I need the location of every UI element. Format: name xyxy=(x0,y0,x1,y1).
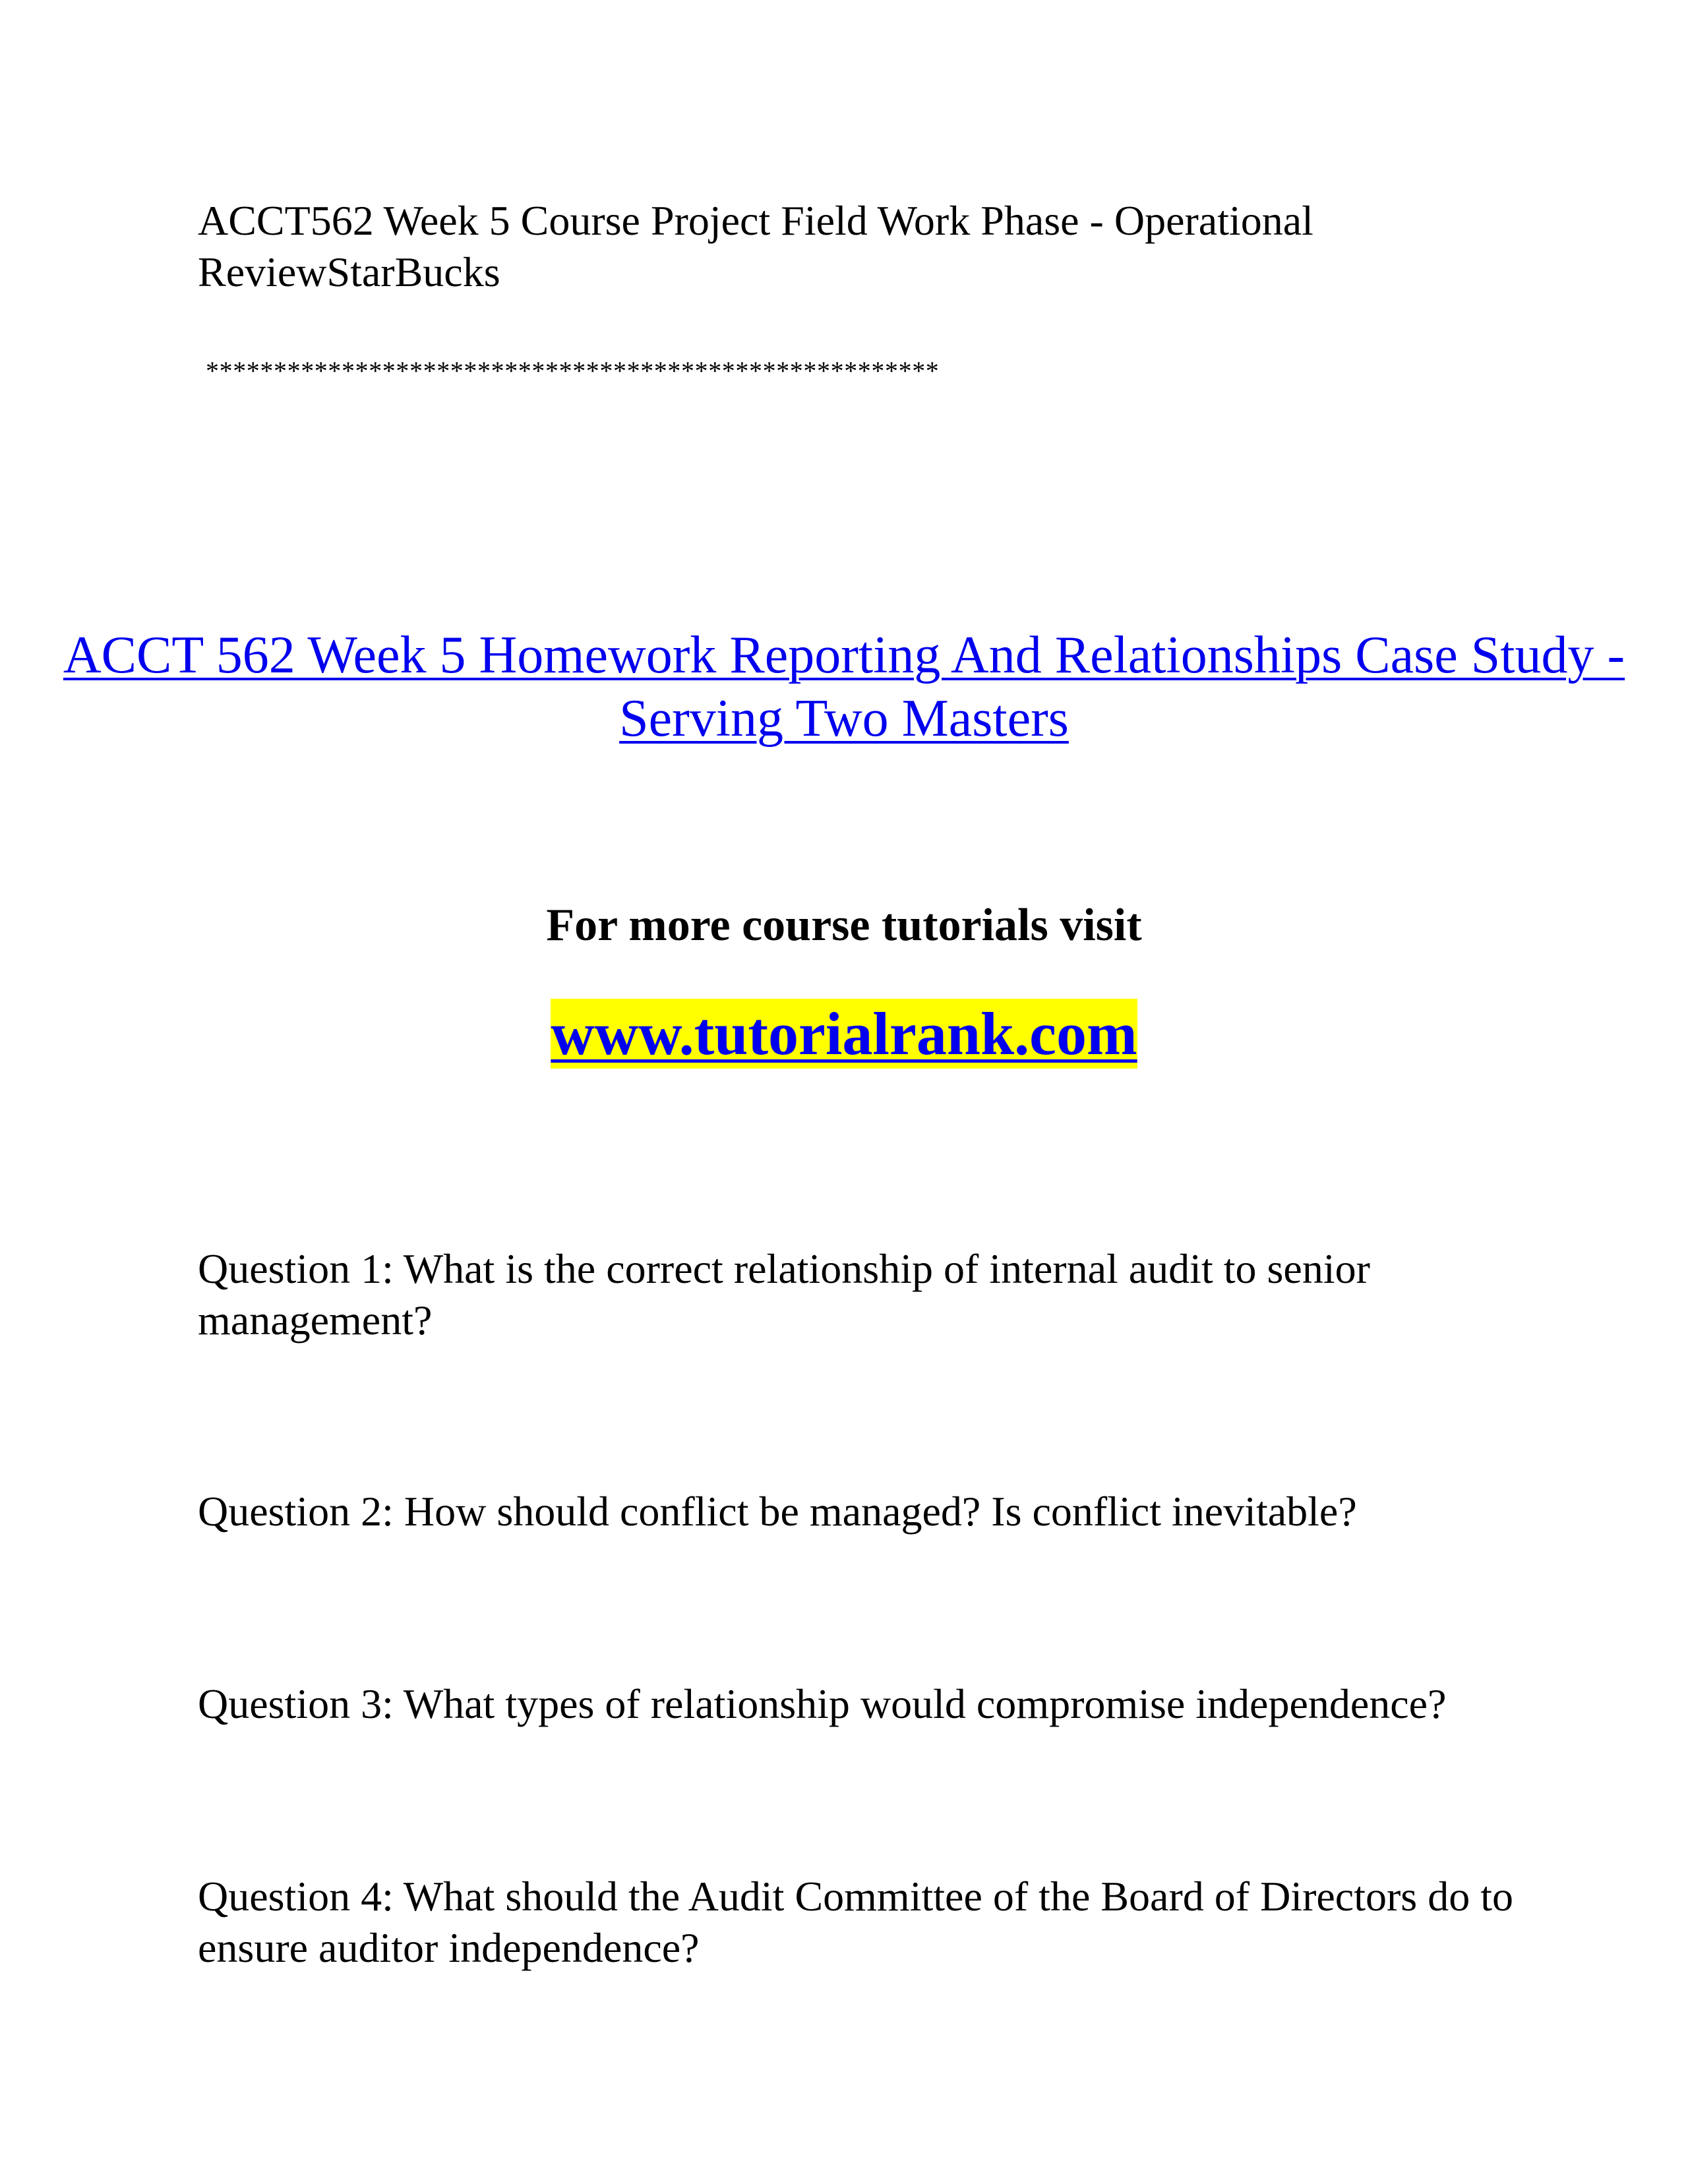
separator-line: ****************************************************** xyxy=(206,356,940,386)
website-container xyxy=(0,997,1688,1071)
question-3: Question 3: What types of relationship would compromise independence? xyxy=(198,1680,1447,1727)
main-title-link[interactable]: ACCT 562 Week 5 Homework Reporting And Relationships Case Study - Serving Two Masters xyxy=(63,626,1625,748)
question-4: Question 4: What should the Audit Committee of the Board of Directors do to ensure auditor independence? xyxy=(198,1873,1513,1971)
question-2: Question 2: How should conflict be managed? Is conflict inevitable? xyxy=(198,1488,1357,1535)
website-link[interactable]: www.tutorialrank.com xyxy=(551,1000,1137,1067)
question-1: Question 1: What is the correct relationship of internal audit to senior management? xyxy=(198,1245,1370,1343)
promo-text: For more course tutorials visit xyxy=(546,900,1142,951)
main-title-container xyxy=(0,624,1688,750)
previous-assignment-title: ACCT562 Week 5 Course Project Field Work Phase - Operational ReviewStarBucks xyxy=(198,197,1313,295)
